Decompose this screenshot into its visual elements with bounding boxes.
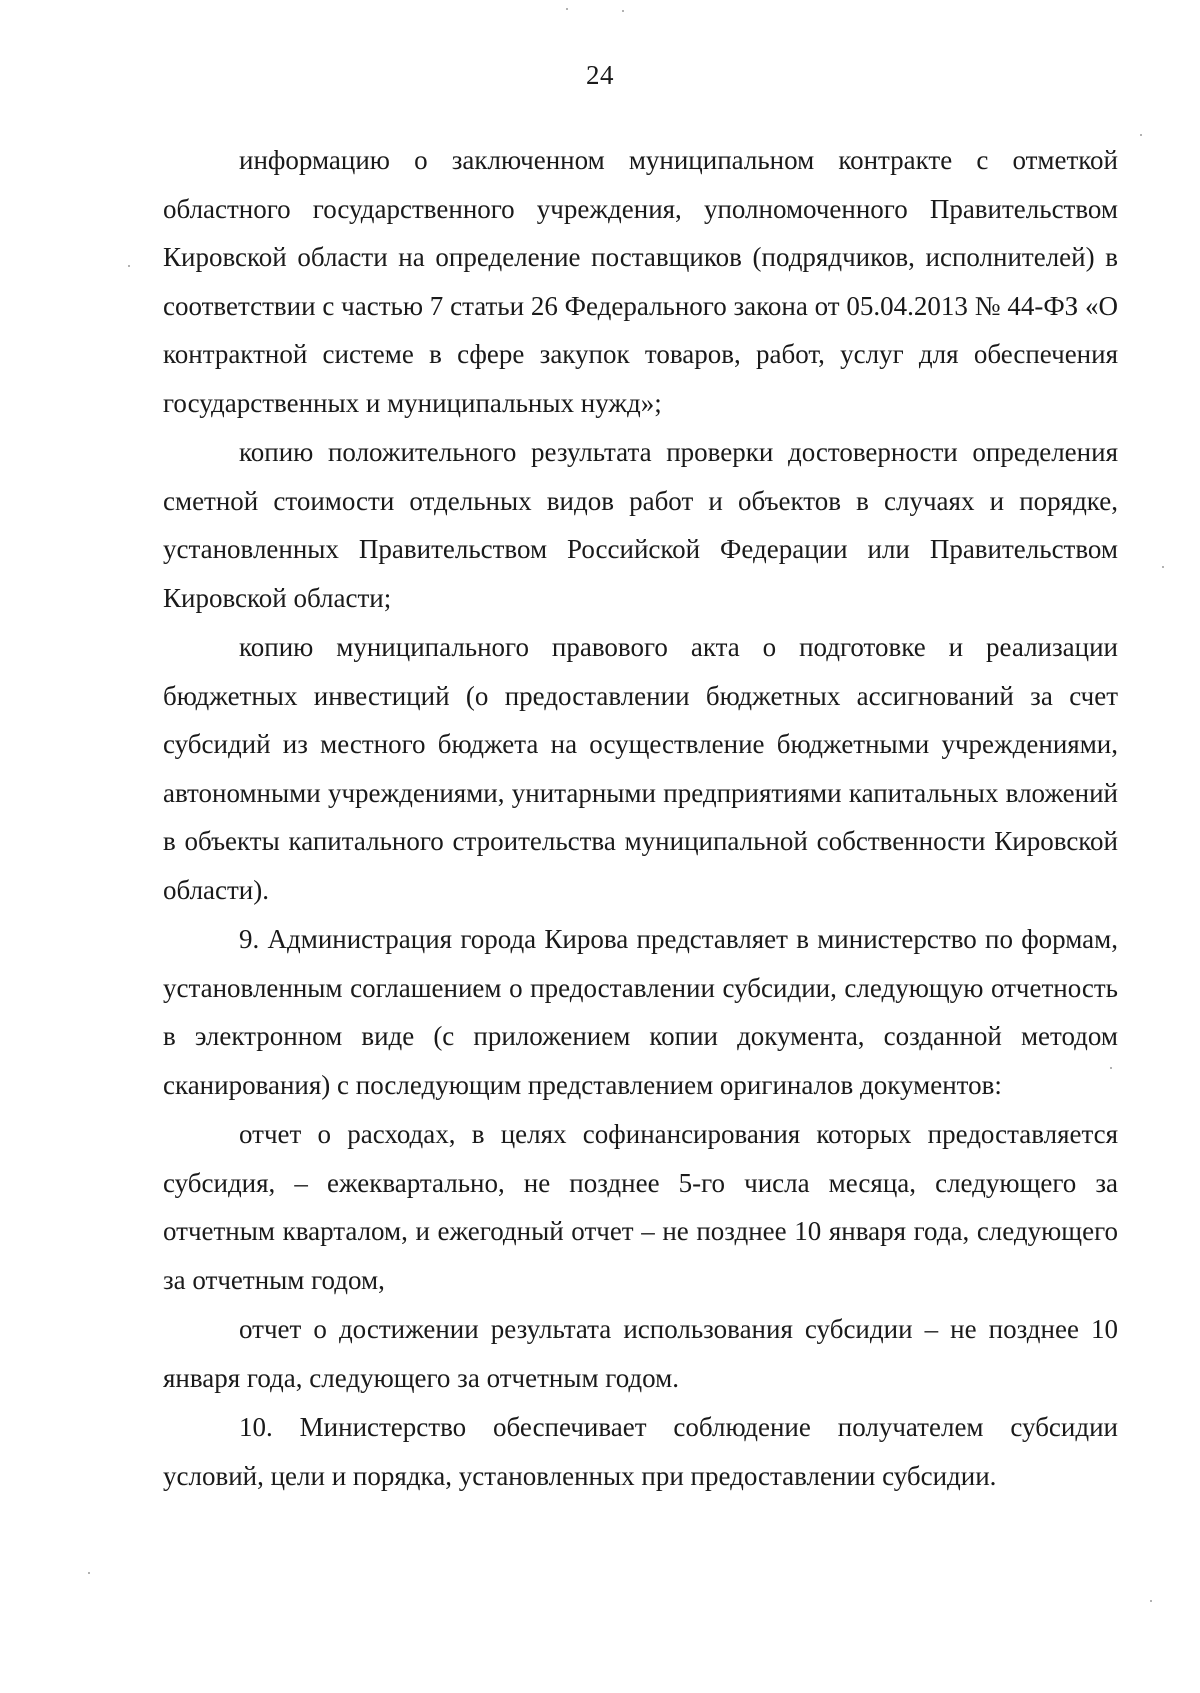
document-body bbox=[163, 136, 1118, 1500]
paragraph-item-9: 9. Администрация города Кирова представляет в министерство по формам, установленным соглашением о предоставлении субсидии, следующую отчетность в электронном виде (с приложением копии документа, созданной методом сканирования) с последующим представлением оригиналов документов: bbox=[163, 924, 1118, 1100]
paragraph-expense-report: отчет о расходах, в целях софинансирования которых предоставляется субсидия, – ежеквартально, не позднее 5-го числа месяца, следующего за отчетным кварталом, и ежегодный отчет – не позднее 10 января года, следующего за отчетным годом, bbox=[163, 1119, 1118, 1295]
scan-speck bbox=[1140, 134, 1142, 136]
scan-speck bbox=[622, 10, 624, 12]
paragraph-result-report: отчет о достижении результата использования субсидии – не позднее 10 января года, следующего за отчетным годом. bbox=[163, 1314, 1118, 1393]
scan-speck bbox=[88, 1572, 90, 1574]
scan-speck bbox=[1110, 1067, 1112, 1069]
paragraph-item-10: 10. Министерство обеспечивает соблюдение получателем субсидии условий, цели и порядка, установленных при предоставлении субсидии. bbox=[163, 1412, 1118, 1491]
scan-speck bbox=[1150, 1600, 1152, 1602]
scan-speck bbox=[566, 8, 568, 10]
scan-speck bbox=[128, 265, 130, 267]
paragraph-estimate-check: копию положительного результата проверки достоверности определения сметной стоимости отдельных видов работ и объектов в случаях и порядке, установленных Правительством Российской Федерации или Правительством Кировской области; bbox=[163, 437, 1118, 613]
page-number: 24 bbox=[586, 60, 614, 90]
paragraph-contract-info: информацию о заключенном муниципальном контракте с отметкой областного государственного учреждения, уполномоченного Правительством Кировской области на определение поставщиков (подрядчиков, исполнителей) в соответствии с частью 7 статьи 26 Федерального закона от 05.04.2013 № 44-ФЗ «О контрактной системе в сфере закупок товаров, работ, услуг для обеспечения государственных и муниципальных нужд»; bbox=[163, 145, 1118, 418]
paragraph-municipal-act: копию муниципального правового акта о подготовке и реализации бюджетных инвестиций (о предоставлении бюджетных ассигнований за счет субсидий из местного бюджета на осуществление бюджетными учреждениями, автономными учреждениями, унитарными предприятиями капитальных вложений в объекты капитального строительства муниципальной собственности Кировской области). bbox=[163, 632, 1118, 905]
scan-speck bbox=[1162, 566, 1164, 568]
